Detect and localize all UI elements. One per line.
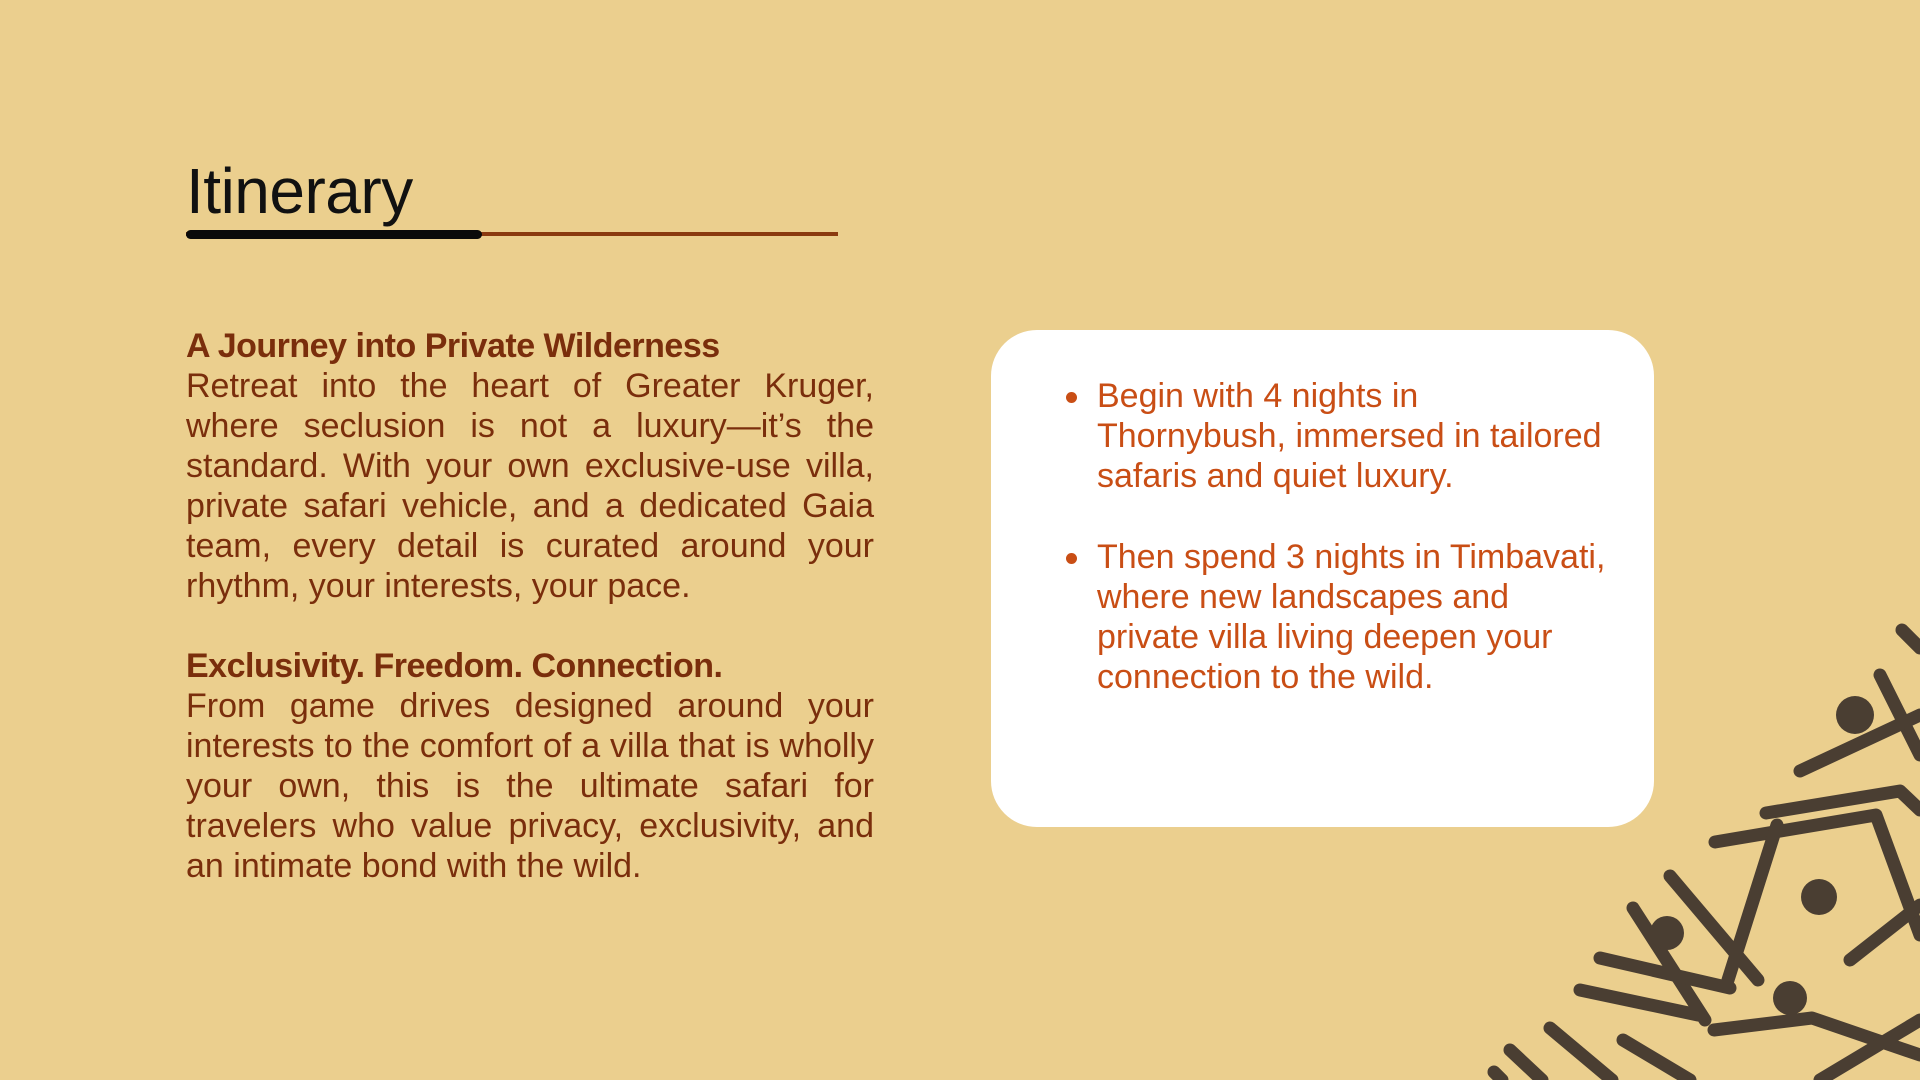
title-underline-accent — [186, 230, 482, 239]
paragraph-journey: Retreat into the heart of Greater Kruger, where seclusion is not a luxury—it’s the standard. With your own exclusive-use villa, private safari vehicle, and a dedicated Gaia team, every detail is curated around your rhythm, your interests, your pace. — [186, 367, 874, 605]
bullet-dot-icon — [1066, 553, 1077, 564]
section-heading-exclusivity: Exclusivity. Freedom. Connection. — [186, 647, 723, 685]
bullet-text: Begin with 4 nights in Thornybush, immersed in tailored safaris and quiet luxury. — [1097, 377, 1602, 495]
slide-title: Itinerary — [186, 155, 413, 227]
bullet-dot-icon — [1066, 392, 1077, 403]
section-heading-journey: A Journey into Private Wilderness — [186, 327, 720, 365]
itinerary-bullet — [1097, 376, 1614, 496]
bullet-text: Then spend 3 nights in Timbavati, where new landscapes and private villa living deepen your connection to the wild. — [1097, 538, 1606, 696]
paragraph-exclusivity: From game drives designed around your interests to the comfort of a villa that is wholly your own, this is the ultimate safari for travelers who value privacy, exclusivity, and an intimate bond with the wild. — [186, 687, 874, 885]
tribal-chevron-pattern-icon — [1440, 600, 1920, 1080]
paragraph-spacer — [186, 606, 874, 646]
intro-text-column — [186, 326, 874, 886]
